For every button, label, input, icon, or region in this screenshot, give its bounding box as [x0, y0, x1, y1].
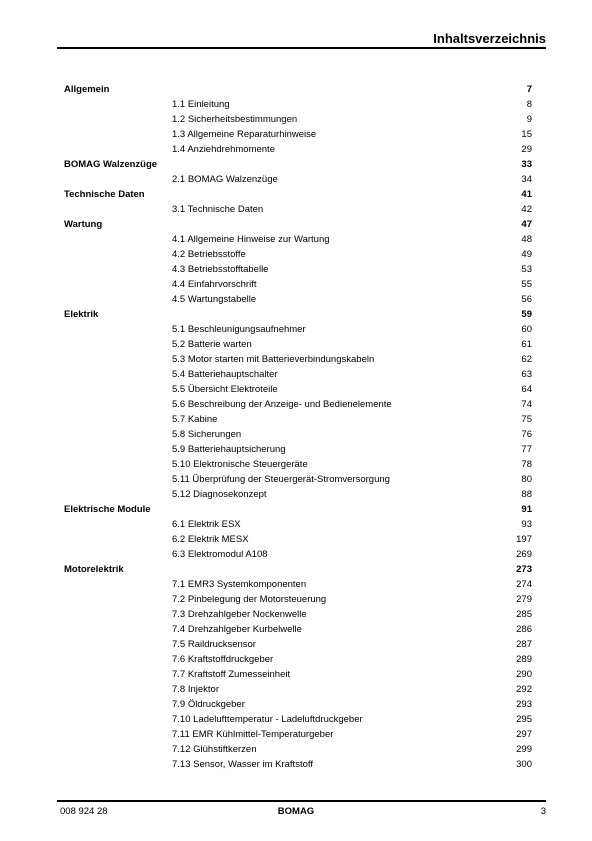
header-rule	[57, 47, 546, 49]
toc-entry-page: 80	[521, 474, 532, 485]
toc-entry-page: 61	[521, 339, 532, 350]
toc-entry-page: 293	[516, 699, 532, 710]
toc-entry-page: 297	[516, 729, 532, 740]
toc-entry-page: 274	[516, 579, 532, 590]
toc-entry-page: 7	[526, 84, 532, 95]
toc-entry-page: 60	[521, 324, 532, 335]
toc-entry-page: 64	[521, 384, 532, 395]
toc-entry-page: 286	[516, 624, 532, 635]
toc-chapter-row[interactable]	[64, 502, 532, 517]
toc-entry-label: 3.1 Technische Daten	[172, 204, 264, 215]
toc-entry-page: 49	[521, 249, 532, 260]
table-of-contents	[64, 82, 532, 772]
toc-entry-label: 7.5 Raildrucksensor	[172, 639, 256, 650]
toc-section-row[interactable]	[64, 352, 532, 367]
toc-section-row[interactable]	[64, 442, 532, 457]
toc-entry-label: 7.8 Injektor	[172, 684, 219, 695]
toc-entry-label: Technische Daten	[64, 189, 145, 200]
toc-entry-label: 5.9 Batteriehauptsicherung	[172, 444, 286, 455]
toc-entry-label: Allgemein	[64, 84, 110, 95]
toc-entry-label: 7.1 EMR3 Systemkomponenten	[172, 579, 307, 590]
toc-entry-label: 5.11 Überprüfung der Steuergerät-Stromversorgung	[172, 474, 390, 485]
toc-entry-page: 292	[516, 684, 532, 695]
toc-entry-page: 53	[521, 264, 532, 275]
toc-entry-label: BOMAG Walzenzüge	[64, 159, 158, 170]
toc-entry-label: 4.5 Wartungstabelle	[172, 294, 257, 305]
toc-entry-page: 287	[516, 639, 532, 650]
toc-entry-label: Motorelektrik	[64, 564, 124, 575]
toc-entry-label: Elektrik	[64, 309, 99, 320]
toc-section-row[interactable]	[64, 682, 532, 697]
toc-entry-page: 295	[516, 714, 532, 725]
toc-entry-label: 6.1 Elektrik ESX	[172, 519, 241, 530]
toc-entry-label: 7.13 Sensor, Wasser im Kraftstoff	[172, 759, 313, 770]
toc-section-row[interactable]	[64, 727, 532, 742]
toc-entry-page: 41	[521, 189, 532, 200]
toc-entry-page: 197	[516, 534, 532, 545]
toc-entry-page: 33	[521, 159, 532, 170]
toc-section-row[interactable]	[64, 637, 532, 652]
toc-section-row[interactable]	[64, 382, 532, 397]
toc-chapter-row[interactable]	[64, 157, 532, 172]
toc-entry-label: 4.1 Allgemeine Hinweise zur Wartung	[172, 234, 330, 245]
toc-section-row[interactable]	[64, 622, 532, 637]
toc-section-row[interactable]	[64, 697, 532, 712]
toc-entry-label: 1.2 Sicherheitsbestimmungen	[172, 114, 298, 125]
toc-entry-page: 55	[521, 279, 532, 290]
toc-entry-page: 34	[521, 174, 532, 185]
toc-entry-page: 299	[516, 744, 532, 755]
toc-section-row[interactable]	[64, 202, 532, 217]
toc-entry-page: 56	[521, 294, 532, 305]
toc-entry-label: Elektrische Module	[64, 504, 151, 515]
toc-section-row[interactable]	[64, 142, 532, 157]
toc-chapter-row[interactable]	[64, 187, 532, 202]
toc-entry-page: 74	[521, 399, 532, 410]
toc-entry-page: 42	[521, 204, 532, 215]
toc-entry-page: 75	[521, 414, 532, 425]
toc-section-row[interactable]	[64, 712, 532, 727]
toc-entry-label: 5.3 Motor starten mit Batterieverbindungskabeln	[172, 354, 375, 365]
toc-section-row[interactable]	[64, 487, 532, 502]
toc-entry-label: 7.12 Glühstiftkerzen	[172, 744, 257, 755]
toc-section-row[interactable]	[64, 592, 532, 607]
toc-entry-label: 4.4 Einfahrvorschrift	[172, 279, 257, 290]
page-title: Inhaltsverzeichnis	[433, 31, 546, 46]
toc-section-row[interactable]	[64, 97, 532, 112]
toc-entry-label: 1.3 Allgemeine Reparaturhinweise	[172, 129, 317, 140]
toc-section-row[interactable]	[64, 577, 532, 592]
toc-entry-label: 1.1 Einleitung	[172, 99, 230, 110]
toc-section-row[interactable]	[64, 172, 532, 187]
toc-section-row[interactable]	[64, 547, 532, 562]
toc-entry-label: 6.3 Elektromodul A108	[172, 549, 268, 560]
toc-entry-label: 7.6 Kraftstoffdruckgeber	[172, 654, 274, 665]
toc-section-row[interactable]	[64, 412, 532, 427]
toc-section-row[interactable]	[64, 337, 532, 352]
toc-section-row[interactable]	[64, 652, 532, 667]
toc-entry-label: 4.3 Betriebsstofftabelle	[172, 264, 269, 275]
toc-entry-label: 5.6 Beschreibung der Anzeige- und Bedienelemente	[172, 399, 392, 410]
toc-section-row[interactable]	[64, 472, 532, 487]
toc-section-row[interactable]	[64, 232, 532, 247]
toc-entry-page: 62	[521, 354, 532, 365]
toc-section-row[interactable]	[64, 292, 532, 307]
toc-section-row[interactable]	[64, 667, 532, 682]
toc-chapter-row[interactable]	[64, 307, 532, 322]
toc-entry-label: 7.4 Drehzahlgeber Kurbelwelle	[172, 624, 302, 635]
toc-chapter-row[interactable]	[64, 562, 532, 577]
toc-section-row[interactable]	[64, 457, 532, 472]
toc-entry-page: 269	[516, 549, 532, 560]
toc-section-row[interactable]	[64, 607, 532, 622]
toc-entry-label: 7.10 Ladelufttemperatur - Ladeluftdruckgeber	[172, 714, 363, 725]
toc-entry-label: 5.5 Übersicht Elektroteile	[172, 384, 278, 395]
toc-section-row[interactable]	[64, 277, 532, 292]
toc-entry-page: 279	[516, 594, 532, 605]
toc-entry-label: 7.11 EMR Kühlmittel-Temperaturgeber	[172, 729, 334, 740]
toc-section-row[interactable]	[64, 127, 532, 142]
toc-section-row[interactable]	[64, 427, 532, 442]
toc-entry-page: 9	[526, 114, 532, 125]
toc-entry-page: 78	[521, 459, 532, 470]
toc-entry-label: 7.7 Kraftstoff Zumesseinheit	[172, 669, 291, 680]
toc-entry-page: 300	[516, 759, 532, 770]
toc-entry-label: 5.7 Kabine	[172, 414, 218, 425]
toc-section-row[interactable]	[64, 517, 532, 532]
footer-page-number: 3	[540, 806, 546, 817]
toc-section-row[interactable]	[64, 322, 532, 337]
toc-entry-page: 290	[516, 669, 532, 680]
toc-entry-page: 93	[521, 519, 532, 530]
toc-entry-label: 5.8 Sicherungen	[172, 429, 242, 440]
toc-entry-page: 88	[521, 489, 532, 500]
toc-section-row[interactable]	[64, 262, 532, 277]
toc-chapter-row[interactable]	[64, 82, 532, 97]
toc-entry-label: 5.10 Elektronische Steuergeräte	[172, 459, 308, 470]
toc-entry-page: 59	[521, 309, 532, 320]
footer-doc-number: 008 924 28	[60, 806, 108, 817]
toc-entry-label: 6.2 Elektrik MESX	[172, 534, 249, 545]
toc-entry-page: 91	[521, 504, 532, 515]
toc-entry-page: 77	[521, 444, 532, 455]
toc-entry-page: 76	[521, 429, 532, 440]
toc-section-row[interactable]	[64, 397, 532, 412]
toc-entry-label: 7.3 Drehzahlgeber Nockenwelle	[172, 609, 307, 620]
toc-entry-label: 7.2 Pinbelegung der Motorsteuerung	[172, 594, 327, 605]
toc-entry-label: 4.2 Betriebsstoffe	[172, 249, 246, 260]
toc-entry-page: 8	[526, 99, 532, 110]
toc-entry-label: 7.9 Öldruckgeber	[172, 699, 245, 710]
toc-entry-label: 5.12 Diagnosekonzept	[172, 489, 267, 500]
toc-section-row[interactable]	[64, 757, 532, 772]
toc-entry-label: 5.2 Batterie warten	[172, 339, 252, 350]
footer-rule	[57, 800, 546, 802]
toc-section-row[interactable]	[64, 367, 532, 382]
toc-entry-label: 1.4 Anziehdrehmomente	[172, 144, 275, 155]
toc-entry-page: 273	[516, 564, 532, 575]
toc-entry-page: 47	[521, 219, 532, 230]
toc-entry-page: 29	[521, 144, 532, 155]
toc-entry-page: 285	[516, 609, 532, 620]
toc-section-row[interactable]	[64, 532, 532, 547]
toc-entry-label: 2.1 BOMAG Walzenzüge	[172, 174, 278, 185]
toc-entry-page: 48	[521, 234, 532, 245]
toc-entry-label: Wartung	[64, 219, 103, 230]
toc-chapter-row[interactable]	[64, 217, 532, 232]
toc-section-row[interactable]	[64, 742, 532, 757]
toc-entry-page: 63	[521, 369, 532, 380]
toc-section-row[interactable]	[64, 112, 532, 127]
toc-entry-page: 15	[521, 129, 532, 140]
toc-section-row[interactable]	[64, 247, 532, 262]
toc-entry-page: 289	[516, 654, 532, 665]
toc-entry-label: 5.4 Batteriehauptschalter	[172, 369, 278, 380]
footer-brand: BOMAG	[277, 806, 315, 817]
toc-entry-label: 5.1 Beschleunigungsaufnehmer	[172, 324, 306, 335]
